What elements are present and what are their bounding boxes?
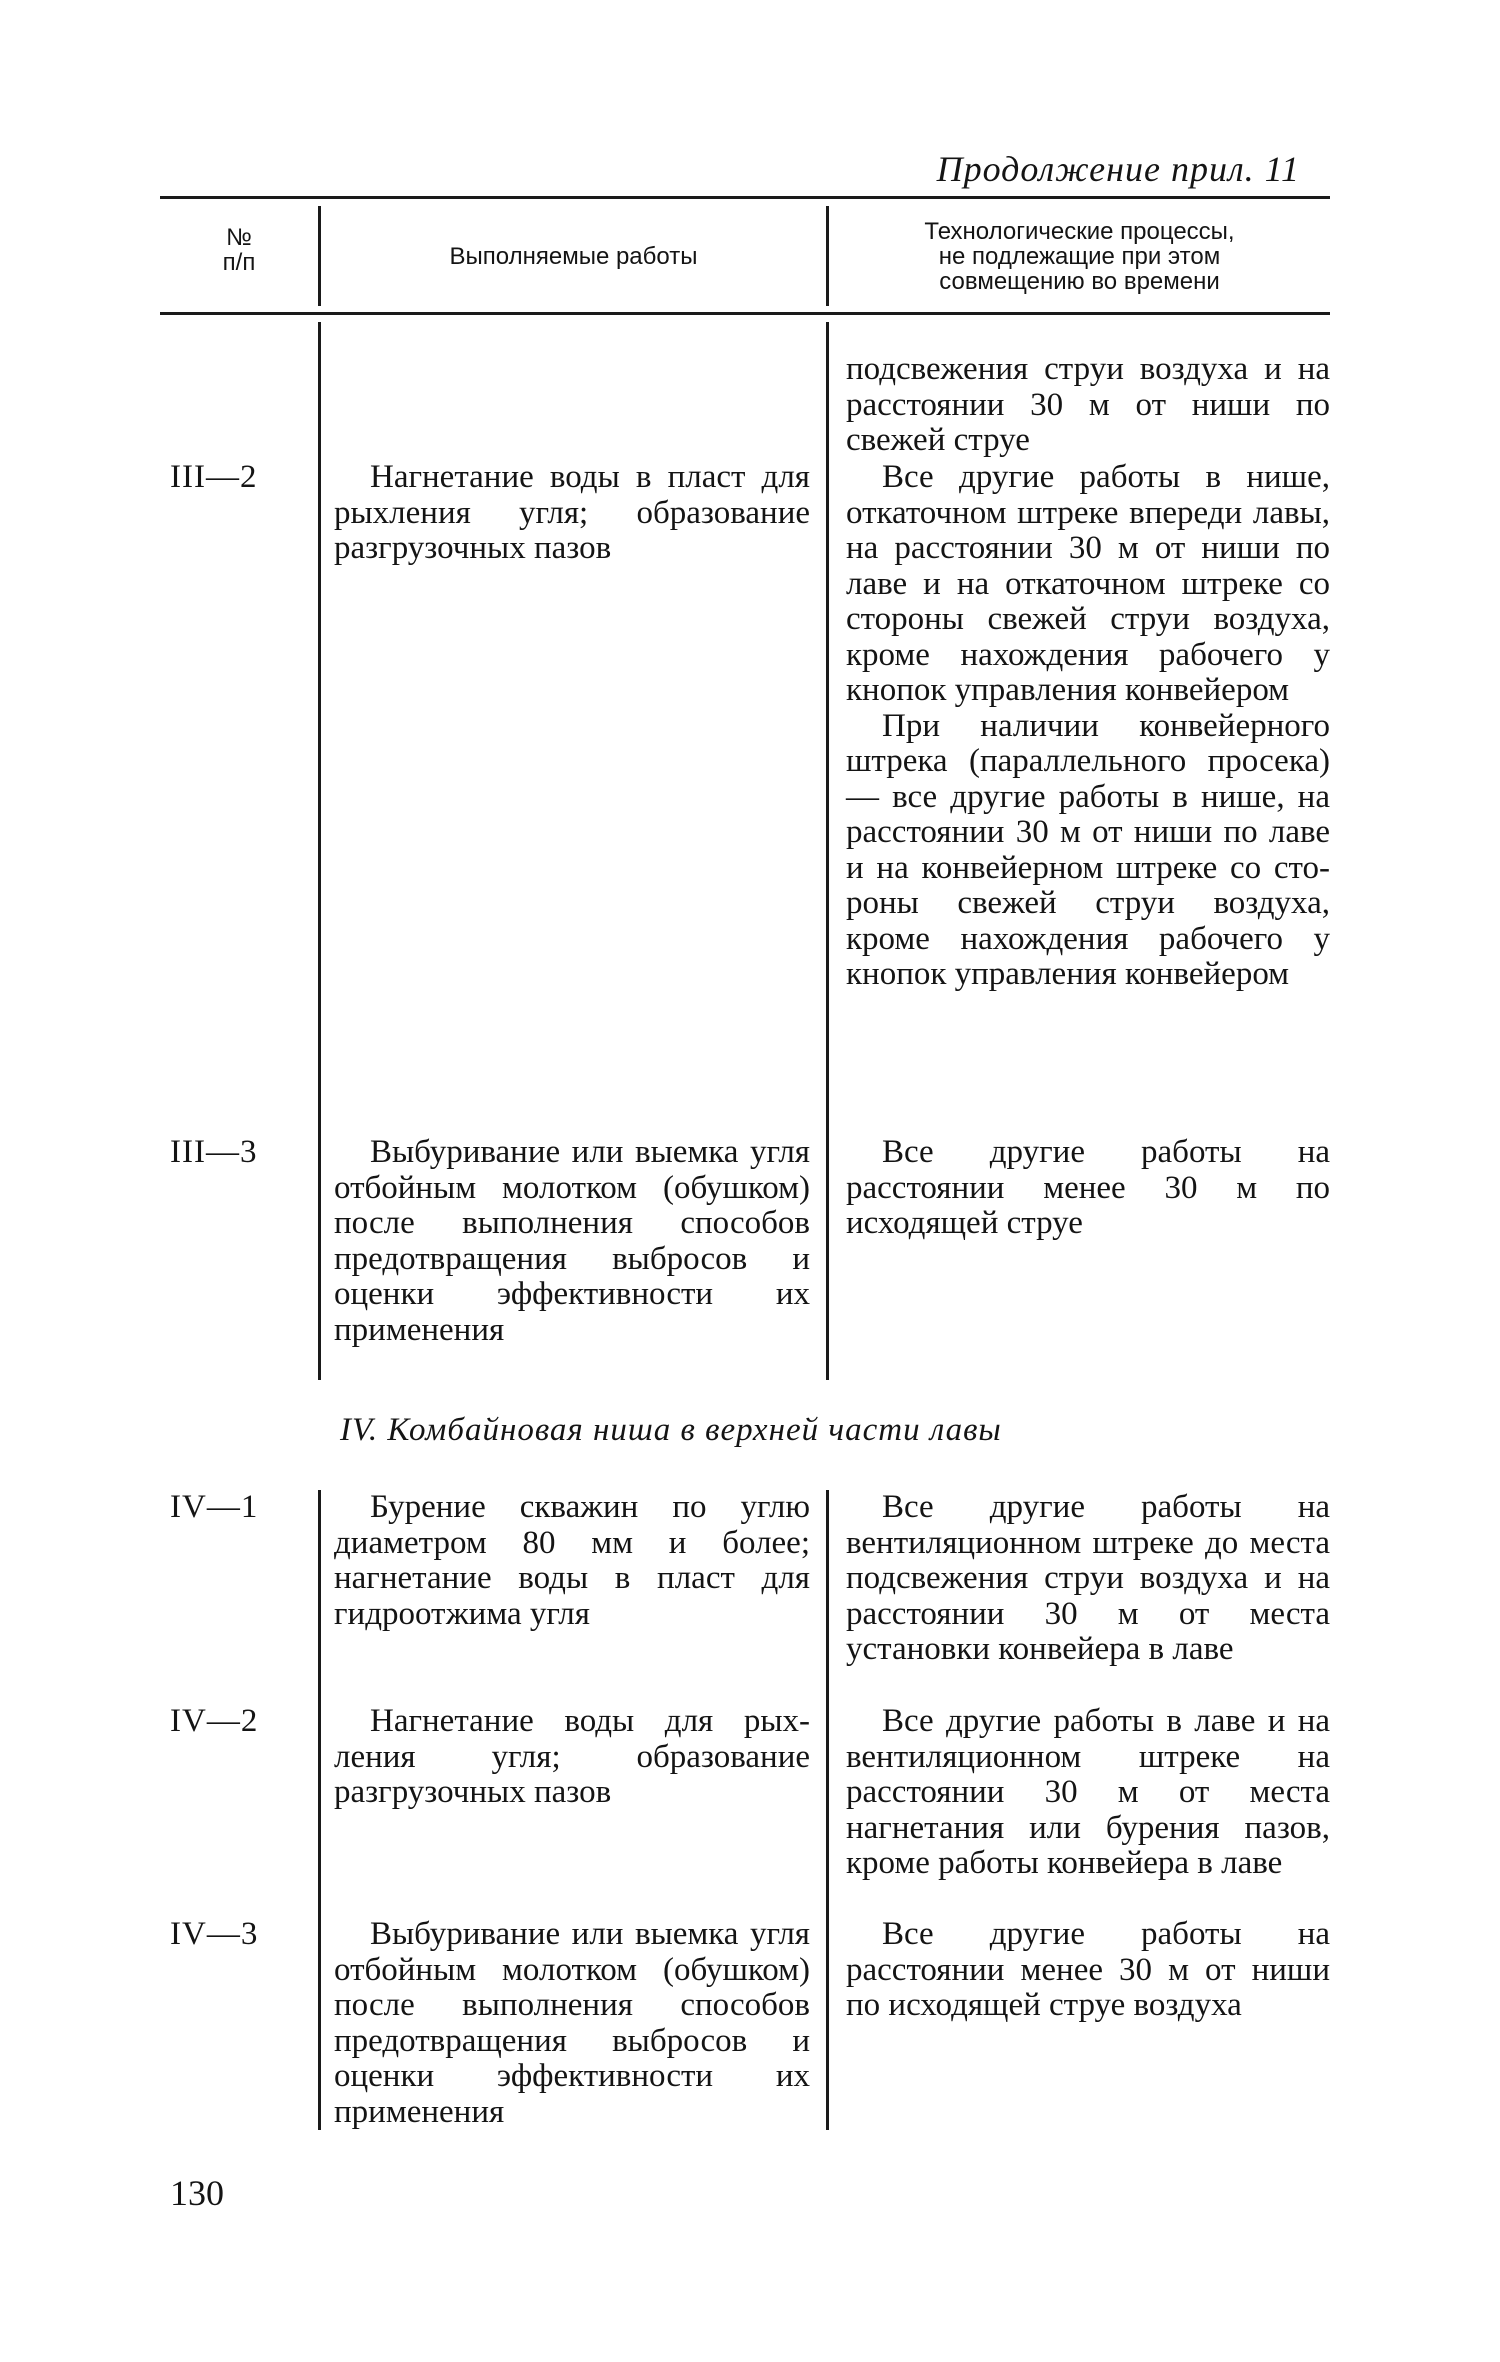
table-top-rule xyxy=(160,196,1330,199)
processes-text: Все другие работы на вентиляционном штреке до места подсвежения струи воздуха и на расстоянии 30 м от места установки конвейера в лаве xyxy=(846,1489,1330,1667)
processes-text: Все другие работы на расстоянии менее 30 м от ниши по исходящей струе воздуха xyxy=(846,1916,1330,2023)
work-text: Нагнетание воды в пласт для рыхления угля; образование разгрузочных пазов xyxy=(334,459,810,566)
processes-text: Все другие работы на расстоянии менее 30 м по исходящей струе xyxy=(846,1134,1330,1241)
header-processes xyxy=(829,219,1330,294)
work-text: Выбуривание или выемка угля отбойным молотком (обушком) после выполнения способов предотвращения выбросов и оценки эффективности их применения xyxy=(334,1134,810,1348)
header-processes-line: Технологические процессы, xyxy=(924,218,1235,245)
work-text: Выбуривание или выемка угля отбойным молотком (обушком) после выполнения способов предотвращения выбросов и оценки эффективности их применения xyxy=(334,1916,810,2130)
work-cell xyxy=(334,1490,810,1632)
section-heading: IV. Комбайновая ниша в верхней части лавы xyxy=(340,1412,1002,1448)
header-processes-line: совмещению во времени xyxy=(939,268,1220,295)
column-divider-2 xyxy=(826,1490,829,2130)
work-cell xyxy=(334,1704,810,1811)
row-number: IV—1 xyxy=(170,1489,259,1525)
processes-text: При наличии конвейерного штрека (параллельного просека) — все другие работы в нише, на расстоянии 30 м от ниши по лаве и на конвейерном штреке со стороны свежей струи воздуха, кроме нахождения рабочего у кнопок управления конвейером xyxy=(846,707,1330,992)
processes-text: Все другие работы в нише, откаточном штреке впереди лавы, на расстоянии 30 м от ниши по лаве и на откаточном штреке со стороны свежей струи воздуха, кроме нахождения рабочего у кнопок управления конвейером xyxy=(846,459,1330,708)
header-number-abbrev: п/п xyxy=(222,249,256,276)
column-divider-2 xyxy=(826,322,829,1380)
row-number: IV—2 xyxy=(170,1703,259,1739)
processes-cell xyxy=(846,1135,1330,1242)
table-header-bottom-rule xyxy=(160,312,1330,315)
row-number: III—2 xyxy=(170,459,258,495)
work-text: Нагнетание воды для рыхления угля; образование разгрузочных пазов xyxy=(334,1703,810,1810)
work-cell xyxy=(334,1917,810,2130)
processes-cell xyxy=(846,1704,1330,1882)
header-processes-line: не подлежащие при этом xyxy=(938,243,1221,270)
row-number: IV—3 xyxy=(170,1916,259,1952)
processes-cell xyxy=(846,1917,1330,2024)
header-number xyxy=(160,225,318,275)
processes-cell xyxy=(846,1490,1330,1668)
column-divider-1 xyxy=(318,322,321,1380)
processes-continued-cell: подсвежения струи воздуха и на расстоянии 30 м от ниши по свежей струе xyxy=(846,351,1330,458)
header-work: Выполняемые работы xyxy=(449,243,698,270)
processes-cell xyxy=(846,460,1330,993)
column-divider-1 xyxy=(318,1490,321,2130)
header-number-symbol: № xyxy=(226,224,252,251)
work-cell xyxy=(334,1135,810,1348)
page-number: 130 xyxy=(170,2173,224,2213)
work-cell xyxy=(334,460,810,567)
row-number: III—3 xyxy=(170,1134,258,1170)
continuation-label: Продолжение прил. 11 xyxy=(936,149,1300,189)
processes-text: Все другие работы в лаве и на вентиляционном штреке на расстоянии 30 м от места нагнетания или бурения пазов, кроме работы конвейера в лаве xyxy=(846,1703,1330,1881)
work-text: Бурение скважин по углю диаметром 80 мм и более; нагнетание воды в пласт для гидроотжима угля xyxy=(334,1489,810,1632)
